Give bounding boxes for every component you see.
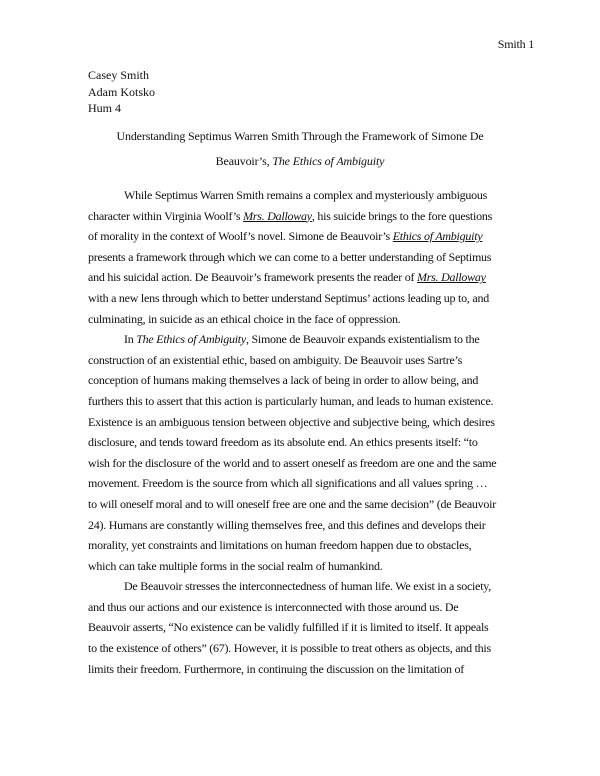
book-title-mrs-dalloway: Mrs. Dalloway: [417, 270, 486, 285]
title-book-name: The Ethics of Ambiguity: [272, 153, 385, 168]
paragraph-line: Existence is an ambiguous tension between objective and subjective being, which desires: [88, 414, 495, 429]
book-title-ethics: The Ethics of Ambiguity: [136, 332, 246, 347]
paragraph-3: [88, 576, 520, 679]
paragraph-line: with a new lens through which to better understand Septimus’ actions leading up to, and: [88, 290, 489, 305]
book-title-ethics: Ethics of Ambiguity: [392, 229, 483, 244]
course-name: Hum 4: [88, 101, 121, 115]
paragraph-line: character within Virginia Woolf’s Mrs. Dalloway, his suicide brings to the fore questions: [88, 208, 492, 223]
paragraph-line: movement. Freedom is the source from which all significations and all values spring …: [88, 476, 488, 491]
paragraph-line: limits their freedom. Furthermore, in continuing the discussion on the limitation of: [88, 661, 464, 676]
paragraph-line: to the existence of others” (67). However, it is possible to treat others as objects, and this: [88, 641, 491, 656]
paragraph-line: furthers this to assert that this action is particularly human, and leads to human existence.: [88, 393, 494, 408]
paragraph-line: which can take multiple forms in the social realm of humankind.: [88, 558, 383, 573]
essay-title: [88, 124, 512, 173]
paragraph-line: In The Ethics of Ambiguity, Simone de Beauvoir expands existentialism to the: [124, 332, 480, 347]
title-line-2: [88, 149, 512, 174]
instructor-name: Adam Kotsko: [88, 84, 155, 99]
book-title-mrs-dalloway: Mrs. Dalloway: [243, 208, 312, 223]
paragraph-line: to will oneself moral and to will oneself free are one and the same decision” (de Beauvoir: [88, 496, 497, 511]
paragraph-line: and thus our actions and our existence is interconnected with those around us. De: [88, 599, 459, 614]
paragraph-1: [88, 185, 520, 329]
paragraph-line: morality, yet constraints and limitations on human freedom happen due to obstacles,: [88, 538, 472, 553]
heading-block: [88, 67, 155, 117]
paragraph-line: Beauvoir asserts, “No existence can be validly fulfilled if it is limited to itself. It appeals: [88, 620, 489, 635]
paragraph-line: construction of an existential ethic, based on ambiguity. De Beauvoir uses Sartre’s: [88, 352, 463, 367]
paragraph-line: While Septimus Warren Smith remains a complex and mysteriously ambiguous: [124, 188, 488, 202]
author-name: Casey Smith: [88, 68, 150, 82]
paragraph-line: of morality in the context of Woolf’s novel. Simone de Beauvoir’s Ethics of Ambiguity: [88, 229, 483, 244]
paragraph-line: and his suicidal action. De Beauvoir’s framework presents the reader of Mrs. Dalloway: [88, 270, 486, 285]
paragraph-line: culminating, in suicide as an ethical choice in the face of oppression.: [88, 311, 401, 326]
paragraph-line: disclosure, and tends toward freedom as its absolute end. An ethics presents itself: “to: [88, 435, 478, 450]
essay-body: [88, 185, 520, 679]
paragraph-line: 24). Humans are constantly willing themselves free, and this defines and develops their: [88, 517, 486, 532]
paragraph-line: wish for the disclosure of the world and to assert oneself as freedom are one and the same: [88, 455, 497, 470]
title-prefix: Beauvoir’s,: [215, 153, 273, 168]
paragraph-2: [88, 329, 520, 576]
title-line-1: Understanding Septimus Warren Smith Through the Framework of Simone De: [116, 129, 484, 143]
paragraph-line: presents a framework through which we can come to a better understanding of Septimus: [88, 249, 492, 264]
paragraph-line: De Beauvoir stresses the interconnectedness of human life. We exist in a society,: [124, 579, 492, 594]
paragraph-line: conception of humans making themselves a lack of being in order to allow being, and: [88, 373, 479, 388]
running-header: Smith 1: [497, 37, 534, 51]
